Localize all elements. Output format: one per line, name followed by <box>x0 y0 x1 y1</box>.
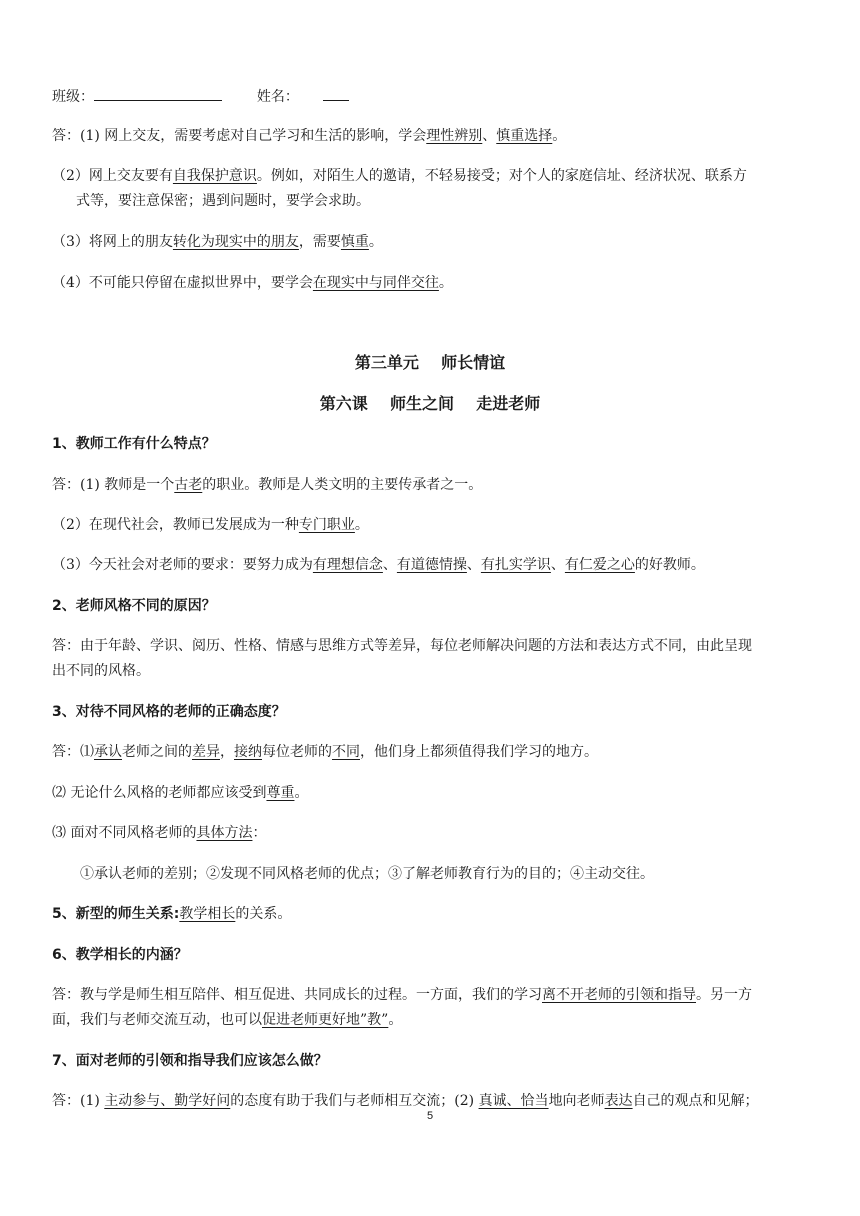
text: ，需要 <box>298 234 341 250</box>
underlined-term: 教学相长 <box>179 906 236 922</box>
answer-line <box>52 270 812 296</box>
text: 自己的观点和见解； <box>632 1093 759 1109</box>
text: 老师之间的 <box>122 744 192 760</box>
question-title: 1、教师工作有什么特点？ <box>52 436 216 452</box>
underlined-term: 古老 <box>174 477 203 493</box>
underlined-term: 不同 <box>332 744 360 760</box>
underlined-term: 离不开老师的引领和指导 <box>542 987 696 1003</box>
underlined-term: 表达 <box>604 1093 633 1109</box>
text: 、 <box>382 557 397 573</box>
text: 答：教与学是师生相互陪伴、相互促进、共同成长的过程。一方面，我们的学习 <box>52 987 542 1003</box>
answer-line: 答：由于年龄、学识、阅历、性格、情感与思维方式等差异，每位老师解决问题的方法和表达方式不同，由此呈现 <box>52 638 752 654</box>
page-number: 5 <box>426 1110 434 1122</box>
text: 。另一方 <box>696 987 752 1003</box>
underlined-term: 转化为现实中的朋友 <box>172 234 299 250</box>
underlined-term: 具体方法 <box>196 825 253 841</box>
text: ，他们身上都须值得我们学习的地方。 <box>360 744 598 760</box>
underlined-term: 慎重选择 <box>496 128 553 144</box>
underlined-term: 承认 <box>94 744 122 760</box>
text: 面，我们与老师交流互动，也可以 <box>52 1012 262 1028</box>
answer-line <box>52 163 812 189</box>
underlined-term: 接纳 <box>234 744 262 760</box>
underlined-term: 有扎实学识 <box>480 557 551 573</box>
text: （3）将网上的朋友 <box>52 234 173 250</box>
answer-line <box>52 1007 812 1033</box>
answer-line: ①承认老师的差别；②发现不同风格老师的优点；③了解老师教育行为的目的；④主动交往。 <box>80 866 654 882</box>
question-label: 5、新型的师生关系: <box>52 906 180 922</box>
answer-line <box>52 820 812 846</box>
text: 。例如，对陌生人的邀请，不轻易接受；对个人的家庭信址、经济状况、联系方 <box>256 168 747 184</box>
class-blank <box>94 86 222 101</box>
text: 答：⑴ <box>52 744 94 760</box>
underlined-term: 专门职业 <box>298 517 355 533</box>
name-blank <box>323 86 349 101</box>
question-title <box>52 901 812 927</box>
underlined-term: 有仁爱之心 <box>564 557 635 573</box>
text: 。 <box>354 517 369 533</box>
text: 、 <box>482 128 497 144</box>
answer-line <box>52 982 812 1008</box>
text: 地向老师 <box>548 1093 605 1109</box>
text: 、 <box>550 557 565 573</box>
underlined-term: 促进老师更好地”教” <box>262 1012 389 1028</box>
text: ： <box>252 825 267 841</box>
underlined-term: 理性辨别 <box>426 128 483 144</box>
text: ⑶ 面对不同风格老师的 <box>52 825 197 841</box>
answer-line: 式等，要注意保密；遇到问题时，要学会求助。 <box>76 193 370 209</box>
underlined-term: 慎重 <box>340 234 369 250</box>
question-title: 7、面对老师的引领和指导我们应该怎么做？ <box>52 1053 328 1069</box>
underlined-term: 差异 <box>192 744 220 760</box>
answer-line <box>52 229 812 255</box>
underlined-term: 在现实中与同伴交往 <box>312 275 439 291</box>
answer-line <box>52 472 812 498</box>
text: 的好教师。 <box>634 557 705 573</box>
answer-line: 出不同的风格。 <box>52 663 150 679</box>
answer-line <box>52 780 812 806</box>
text: ⑵ 无论什么风格的老师都应该受到 <box>52 785 267 801</box>
answer-line <box>52 512 812 538</box>
text: （2）网上交友要有 <box>52 168 173 184</box>
text: 。 <box>438 275 453 291</box>
text: （3）今天社会对老师的要求：要努力成为 <box>52 557 313 573</box>
answer-line <box>52 123 812 149</box>
text: ， <box>220 744 234 760</box>
lesson-title: 第六课 师生之间 走进老师 <box>319 394 541 413</box>
text: 的职业。教师是人类文明的主要传承者之一。 <box>202 477 483 493</box>
text: 答：(1) 网上交友，需要考虑对自己学习和生活的影响，学会 <box>52 128 427 144</box>
text: 、 <box>466 557 481 573</box>
text: 。 <box>294 785 309 801</box>
text: 答：(1) <box>52 1093 105 1109</box>
underlined-term: 有道德情操 <box>396 557 467 573</box>
text: 。 <box>552 128 567 144</box>
text: 的态度有助于我们与老师相互交流；(2) <box>230 1093 479 1109</box>
answer-line <box>52 739 812 765</box>
question-title: 3、对待不同风格的老师的正确态度？ <box>52 704 286 720</box>
name-label: 姓名： <box>256 89 299 105</box>
underlined-term: 有理想信念 <box>312 557 383 573</box>
question-title: 2、老师风格不同的原因？ <box>52 598 216 614</box>
class-label: 班级： <box>52 89 94 105</box>
text: 每位老师的 <box>262 744 332 760</box>
unit-title: 第三单元 师长情谊 <box>354 353 506 372</box>
text: （4）不可能只停留在虚拟世界中，要学会 <box>52 275 313 291</box>
question-title: 6、教学相长的内涵？ <box>52 947 188 963</box>
text: 。 <box>368 234 383 250</box>
header-fields <box>52 84 812 110</box>
text: （2）在现代社会，教师已发展成为一种 <box>52 517 299 533</box>
underlined-term: 真诚、恰当 <box>478 1093 549 1109</box>
text: 的关系。 <box>235 906 292 922</box>
text: 。 <box>388 1012 403 1028</box>
text: 答：(1) 教师是一个 <box>52 477 175 493</box>
answer-line <box>52 552 812 578</box>
underlined-term: 尊重 <box>266 785 295 801</box>
underlined-term: 自我保护意识 <box>172 168 257 184</box>
underlined-term: 主动参与、勤学好问 <box>104 1093 231 1109</box>
